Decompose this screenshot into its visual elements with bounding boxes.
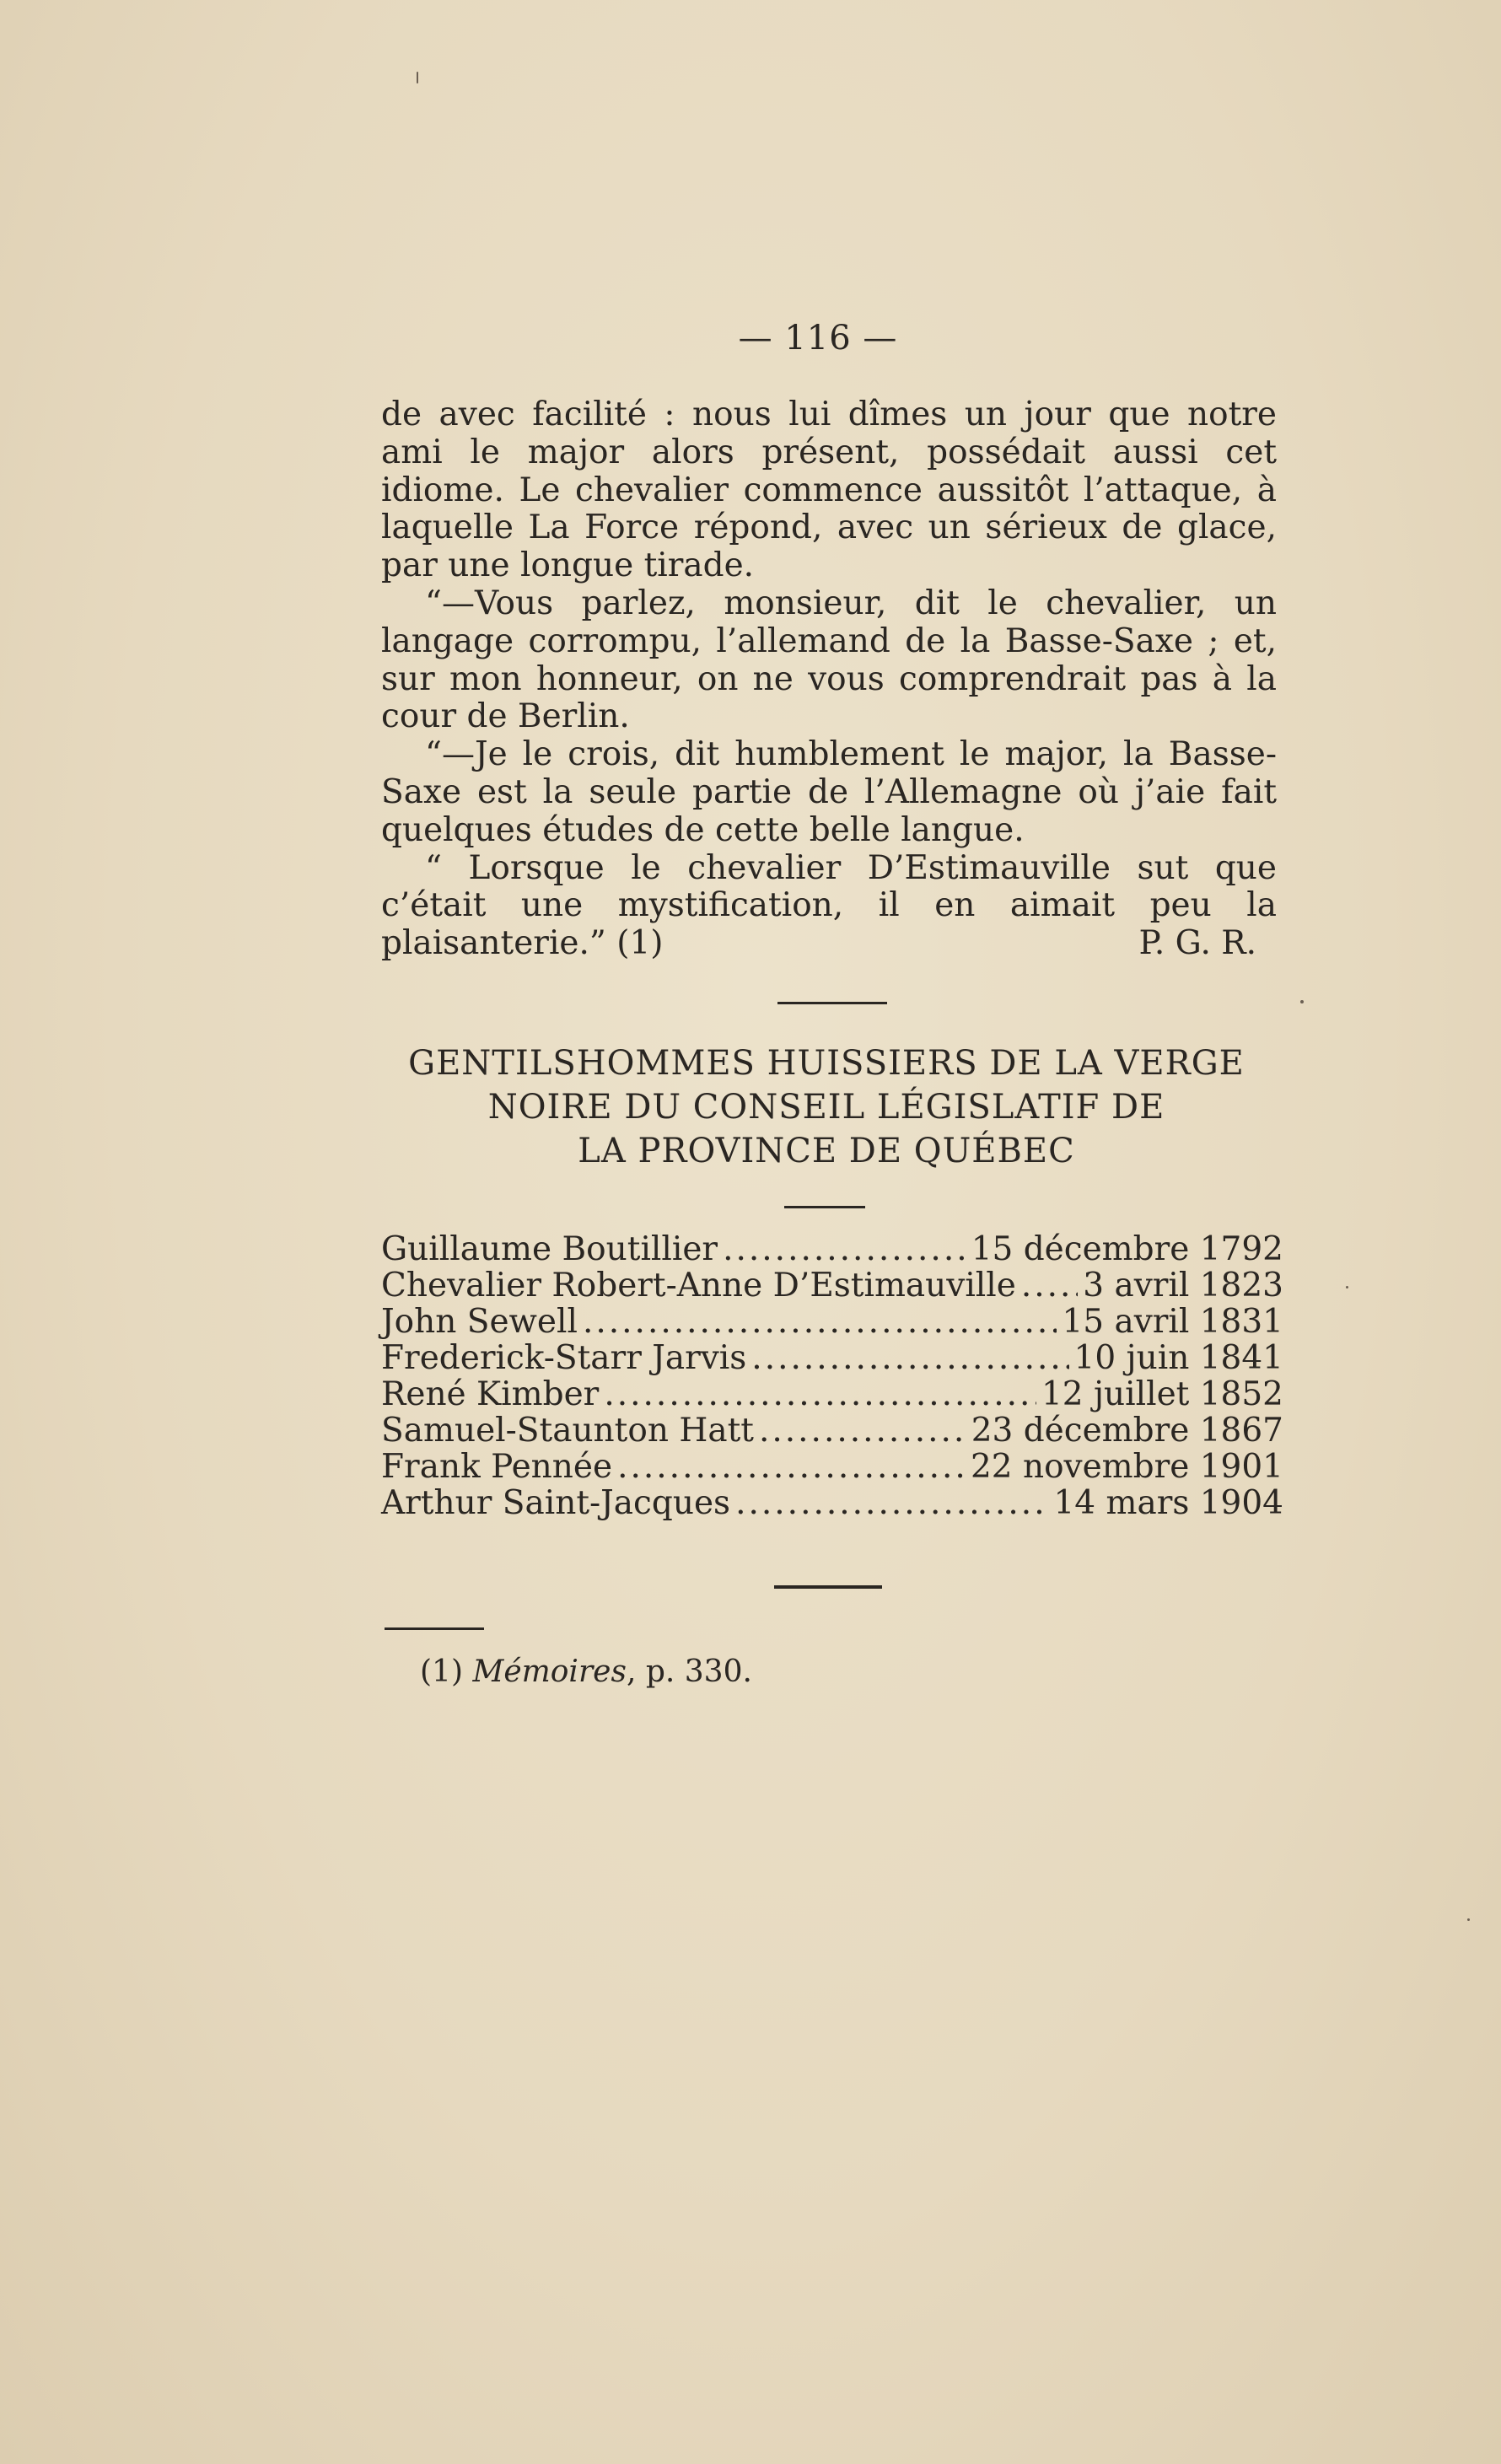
- appointment-date: 22 novembre 1901: [970, 1448, 1283, 1486]
- section-heading: [371, 1041, 1282, 1173]
- footnote-title: Mémoires: [472, 1654, 627, 1689]
- heading-line: NOIRE DU CONSEIL LÉGISLATIF DE: [487, 1088, 1165, 1127]
- leader-dots: [723, 1231, 966, 1267]
- officer-name: Frederick-Starr Jarvis: [381, 1339, 747, 1377]
- leader-dots: [1021, 1267, 1078, 1304]
- appointment-date: 10 juin 1841: [1073, 1339, 1283, 1377]
- footnote-marker: (1): [420, 1654, 463, 1689]
- leader-dots: [604, 1376, 1036, 1412]
- list-item: [381, 1340, 1283, 1376]
- paragraph: “—Vous parlez, monsieur, dit le chevalier, un langage corrompu, l’allemand de la Basse-Saxe ; et, sur mon honneur, on ne vous comprendrait pas à la cour de Berlin.: [381, 584, 1277, 736]
- page-number: — 116 —: [738, 319, 898, 358]
- paragraph: “—Je le crois, dit humblement le major, la Basse-Saxe est la seule partie de l’Allemagne où j’aie fait quelques études de cette belle langue.: [381, 735, 1277, 849]
- appointment-date: 14 mars 1904: [1053, 1484, 1283, 1522]
- paper-speck: [1467, 1918, 1470, 1921]
- list-item: [381, 1267, 1283, 1304]
- paragraph: de avec facilité : nous lui dîmes un jour que notre ami le major alors présent, possédait aussi cet idiome. Le chevalier commence aussitôt l’attaque, à laquelle La Force répond, avec un sérieux de glace, par une longue tirade.: [381, 395, 1277, 585]
- officer-name: René Kimber: [381, 1375, 600, 1413]
- officer-name: Chevalier Robert-Anne D’Estimauville: [381, 1267, 1016, 1305]
- heading-line: LA PROVINCE DE QUÉBEC: [578, 1132, 1075, 1170]
- appointment-date: 15 décembre 1792: [971, 1230, 1283, 1268]
- officer-name: Samuel-Staunton Hatt: [381, 1412, 754, 1450]
- section-divider: [777, 1002, 887, 1004]
- leader-dots: [735, 1485, 1048, 1521]
- list-item: [381, 1449, 1283, 1485]
- footnote-reference: , p. 330.: [626, 1654, 752, 1689]
- appointment-date: 12 juillet 1852: [1041, 1375, 1283, 1413]
- list-item: [381, 1485, 1283, 1521]
- paper-speck: [1300, 1000, 1304, 1003]
- leader-dots: [583, 1304, 1057, 1340]
- officer-name: Arthur Saint-Jacques: [381, 1484, 731, 1522]
- paper-speck: [417, 72, 418, 83]
- officer-name: Frank Pennée: [381, 1448, 613, 1486]
- appointment-date: 23 décembre 1867: [971, 1412, 1283, 1450]
- list-item: [381, 1412, 1283, 1449]
- leader-dots: [759, 1412, 966, 1449]
- heading-line: GENTILSHOMMES HUISSIERS DE LA VERGE: [408, 1044, 1245, 1083]
- signature: P. G. R.: [1138, 924, 1256, 963]
- leader-dots: [617, 1449, 966, 1485]
- officer-name: John Sewell: [381, 1303, 578, 1341]
- paragraph-text: “ Lorsque le chevalier D’Estimauville sut que c’était une mystification, il en aimait peu la plaisanterie.” (1): [381, 848, 1277, 963]
- officer-name: Guillaume Boutillier: [381, 1230, 718, 1268]
- appointment-date: 3 avril 1823: [1083, 1267, 1283, 1305]
- footnote-rule: [385, 1627, 484, 1630]
- body-text: [381, 396, 1277, 963]
- appointment-date: 15 avril 1831: [1062, 1303, 1283, 1341]
- paper-speck: [1346, 1286, 1348, 1288]
- list-divider: [774, 1585, 882, 1589]
- list-item: [381, 1376, 1283, 1412]
- footnote: [420, 1654, 752, 1689]
- list-item: [381, 1231, 1283, 1267]
- officers-list: [381, 1231, 1283, 1521]
- heading-divider: [784, 1206, 865, 1208]
- leader-dots: [751, 1340, 1068, 1376]
- list-item: [381, 1304, 1283, 1340]
- paragraph: [381, 850, 1277, 963]
